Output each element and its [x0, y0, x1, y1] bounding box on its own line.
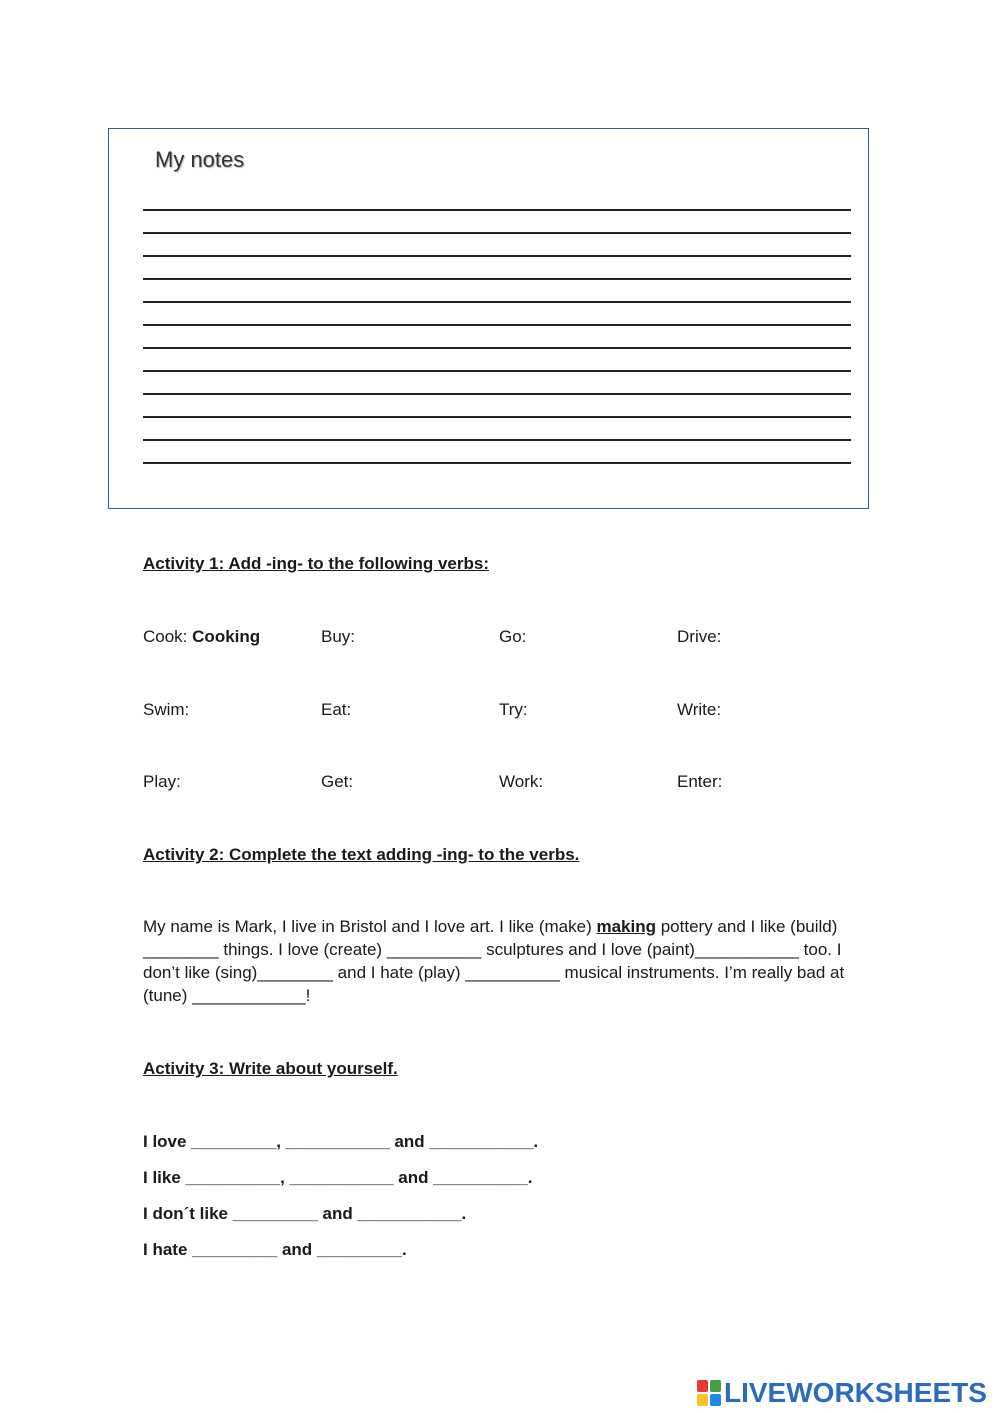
- paragraph-text-after[interactable]: pottery and I like (build) ________ things. I love (create) __________ sculptures and I love (paint)___________ too. I don’t like (sing)________ and I hate (play) __________ musical instruments. I’m really bad at (tune) ____________!: [143, 917, 845, 1005]
- verb-label: Write:: [677, 700, 722, 719]
- liveworksheets-logo: [697, 1378, 987, 1408]
- logo-square: [697, 1380, 708, 1392]
- logo-square: [710, 1380, 721, 1392]
- verb-item-go: [499, 627, 526, 647]
- logo-square: [697, 1394, 708, 1406]
- verb-label: Eat:: [321, 700, 352, 719]
- sentence-love[interactable]: I love _________, ___________ and ___________.: [143, 1132, 539, 1151]
- notes-line[interactable]: [143, 301, 851, 303]
- notes-line[interactable]: [143, 255, 851, 257]
- verb-item-get: [321, 772, 353, 792]
- verb-label: Play:: [143, 772, 181, 791]
- verb-item-try: [499, 700, 528, 720]
- notes-line[interactable]: [143, 347, 851, 349]
- verb-item-cook: [143, 627, 260, 647]
- verb-label: Try:: [499, 700, 528, 719]
- activity1-heading: Activity 1: Add -ing- to the following verbs:: [143, 554, 489, 573]
- notes-line[interactable]: [143, 209, 851, 211]
- verb-label: Drive:: [677, 627, 722, 646]
- verb-answer[interactable]: Cooking: [192, 627, 261, 646]
- verb-label: Get:: [321, 772, 354, 791]
- activity2-paragraph: [143, 915, 863, 1007]
- verb-item-drive: [677, 627, 721, 647]
- logo-text: LIVEWORKSHEETS: [724, 1377, 987, 1408]
- verb-item-play: [143, 772, 181, 792]
- verb-label: Enter:: [677, 772, 723, 791]
- notes-line[interactable]: [143, 439, 851, 441]
- notes-line[interactable]: [143, 393, 851, 395]
- logo-icon: [697, 1380, 721, 1406]
- notes-line[interactable]: [143, 278, 851, 280]
- sentence-like[interactable]: I like __________, ___________ and __________.: [143, 1168, 533, 1187]
- verb-item-work: [499, 772, 543, 792]
- verb-label: Swim:: [143, 700, 190, 719]
- sentence-dont-like[interactable]: I don´t like _________ and ___________.: [143, 1204, 467, 1223]
- logo-square: [710, 1394, 721, 1406]
- notes-line[interactable]: [143, 462, 851, 464]
- notes-box: [108, 128, 869, 509]
- activity3-heading: Activity 3: Write about yourself.: [143, 1059, 398, 1078]
- verb-label: Buy:: [321, 627, 356, 646]
- verb-label: Work:: [499, 772, 544, 791]
- notes-line[interactable]: [143, 324, 851, 326]
- notes-line[interactable]: [143, 232, 851, 234]
- verb-item-eat: [321, 700, 351, 720]
- notes-line[interactable]: [143, 416, 851, 418]
- activity2-heading: Activity 2: Complete the text adding -ing- to the verbs.: [143, 845, 580, 864]
- verb-label: Go:: [499, 627, 527, 646]
- sentence-hate[interactable]: I hate _________ and _________.: [143, 1240, 407, 1259]
- verb-item-enter: [677, 772, 722, 792]
- notes-title: My notes: [155, 147, 245, 172]
- paragraph-text-before: My name is Mark, I live in Bristol and I love art. I like (make): [143, 917, 597, 936]
- verb-item-buy: [321, 627, 355, 647]
- example-answer: making: [596, 917, 656, 936]
- verb-label: Cook:: [143, 627, 188, 646]
- verb-item-write: [677, 700, 721, 720]
- notes-line[interactable]: [143, 370, 851, 372]
- verb-item-swim: [143, 700, 189, 720]
